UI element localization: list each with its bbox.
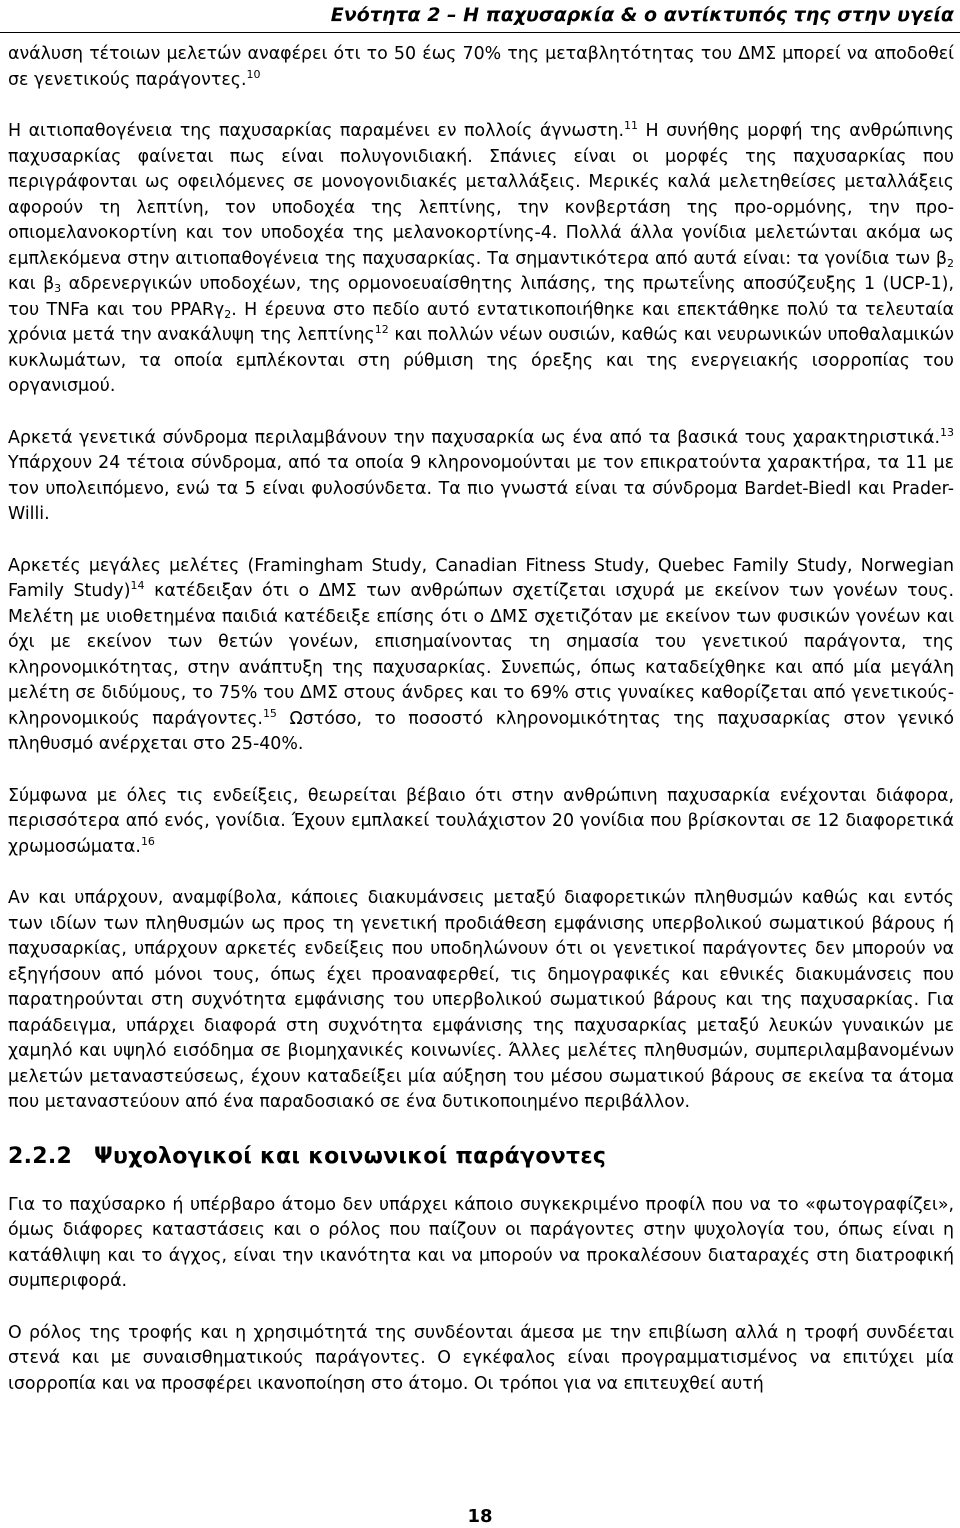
running-header: Ενότητα 2 – Η παχυσαρκία & ο αντίκτυπός της στην υγεία: [330, 4, 954, 26]
section-heading: [8, 1142, 954, 1172]
footnote-ref: 16: [140, 834, 155, 848]
footnote-ref: 15: [262, 706, 277, 720]
paragraph-polygenic: Σύμφωνα με όλες τις ενδείξεις, θεωρείται βέβαιο ότι στην ανθρώπινη παχυσαρκία ενέχονται διάφορα, περισσότερα από ενός, γονίδια. Έχουν εμπλακεί τουλάχιστον 20 γονίδια που βρίσκονται σε 12 διαφορετικά χρωμοσώματα.$^{16}$: [8, 785, 954, 857]
page-number: 18: [467, 1506, 493, 1527]
paragraph-genetic-syndromes: Αρκετά γενετικά σύνδρομα περιλαμβάνουν την παχυσαρκία ως ένα από τα βασικά τους χαρακτηριστικά.$^{13}$ Υπάρχουν 24 τέτοια σύνδρομα, από τα οποία 9 κληρονομούνται με τον επικρατούντα χαρακτήρα, τα 11 με τον υπολειπόμενο, ενώ τα 5 είναι φυλοσύνδετα. Τα πιο γνωστά είναι τα σύνδρομα Bardet-Biedl και Prader-Willi.: [8, 425, 954, 524]
header-divider: [0, 32, 960, 33]
footnote-ref: 13: [940, 425, 954, 439]
section-number: 2.2.2: [8, 1143, 73, 1169]
section-title: Ψυχολογικοί και κοινωνικοί παράγοντες: [94, 1143, 607, 1169]
paragraph-role-of-food: Ο ρόλος της τροφής και η χρησιμότητά της συνδέονται άμεσα με την επιβίωση αλλά η τροφή συνδέεται στενά και με συναισθηματικούς παράγοντες. Ο εγκέφαλος είναι προγραμματισμένος να επιτύχει μία ισορροπία και να προσφέρει ικανοποίηση στο άτομο. Οι τρόποι για να επιτευχθεί αυτή: [8, 1322, 954, 1394]
footnote-ref: 11: [623, 119, 638, 132]
paragraph-population-differences: Αν και υπάρχουν, αναμφίβολα, κάποιες διακυμάνσεις μεταξύ διαφορετικών πληθυσμών καθώς και εντός των ιδίων των πληθυσμών ως προς τη γενετική προδιάθεση εμφάνισης υπερβολικού σωματικού βάρους ή παχυσαρκίας, υπάρχουν αρκετές ενδείξεις που υποδηλώνουν ότι οι γενετικοί παράγοντες δεν μπορούν να εξηγήσουν από μόνοι τους, όπως έχει προαναφερθεί, τις δημογραφικές και εθνικές διακυμάνσεις που παρατηρούνται στη συχνότητα εμφάνισης του υπερβολικού σωματικού βάρους και της παχυσαρκίας. Για παράδειγμα, υπάρχει διαφορά στη συχνότητα εμφάνισης της παχυσαρκίας μεταξύ λευκών γυναικών με χαμηλό και υψηλό εισόδημα σε βιομηχανικές κοινωνίες. Άλλες μελέτες πληθυσμών, συμπεριλαμβανομένων μελετών μεταναστεύσεως, έχουν καταδείξει μία αύξηση του μέσου σωματικού βάρους σε εκείνα τα άτομα που μεταναστεύουν από ένα παραδοσιακό σε ένα δυτικοποιημένο περιβάλλον.: [8, 888, 954, 1112]
paragraph-etiopathogenesis: Η αιτιοπαθογένεια της παχυσαρκίας παραμένει εν πολλοίς άγνωστη.$^{11}$ Η συνήθης μορφή της ανθρώπινης παχυσαρκίας φαίνεται πως είναι πολυγονιδιακή. Σπάνιες είναι οι μορφές της παχυσαρκίας που περιγράφονται ως οφειλόμενες σε μονογονιδιακές μεταλλάξεις. Μερικές καλά μελετηθείσες μεταλλάξεις αφορούν τη λεπτίνη, τον υποδοχέα της λεπτίνης, την κονβερτάση της προ-ορμόνης, την προ-οπιομελανοκορτίνη και τον υποδοχέα της μελανοκορτίνης-4. Πολλά άλλα γονίδια μελετώνται ακόμα ως εμπλεκόμενα στην αιτιοπαθογένεια της παχυσαρκίας. Τα σημαντικότερα από αυτά είναι: τα γονίδια των $\beta_2$ και $\beta_3$ αδρενεργικών υποδοχέων, της ορμονοευαίσθητης λιπάσης, της πρωτεΐνης αποσύζευξης 1 (UCP-1), του TNFa και του PPARγ$_2$. Η έρευνα στο πεδίο αυτό εντατικοποιήθηκε και επεκτάθηκε πολύ τα τελευταία χρόνια μετά την ανακάλυψη της λεπτίνης$^{12}$ και πολλών νέων ουσιών, καθώς και νευρωνικών υποθαλαμικών κυκλωμάτων, τα οποία εμπλέκονται στη ρύθμιση της όρεξης και της ενεργειακής ισορροπίας του οργανισμού.: [8, 119, 954, 396]
body-text: [8, 42, 954, 1423]
footnote-ref: 10: [246, 67, 261, 81]
footnote-ref: 14: [130, 579, 145, 592]
paragraph-psychological-profile: Για το παχύσαρκο ή υπέρβαρο άτομο δεν υπάρχει κάποιο συγκεκριμένο προφίλ που να το «φωτογραφίζει», όμως διάφορες καταστάσεις και ο ρόλος που παίζουν οι παράγοντες στην ψυχολογία του, όπως είναι η κατάθλιψη και το άγχος, είναι την ικανότητα και να μπορούν να προκαλέσουν διαταραχές στη διατροφική συμπεριφορά.: [8, 1194, 954, 1291]
paragraph-genetic-variance: ανάλυση τέτοιων μελετών αναφέρει ότι το 50 έως 70% της μεταβλητότητας του ΔΜΣ μπορεί να αποδοθεί σε γενετικούς παράγοντες.$^{10}$: [8, 44, 954, 90]
paragraph-family-studies: Αρκετές μεγάλες μελέτες (Framingham Study, Canadian Fitness Study, Quebec Family Study, Norwegian Family Study)$^{14}$ κατέδειξαν ότι ο ΔΜΣ των ανθρώπων σχετίζεται ισχυρά με εκείνον των γονέων τους. Μελέτη με υιοθετημένα παιδιά κατέδειξε επίσης ότι ο ΔΜΣ σχετιζόταν με εκείνον των φυσικών γονέων και όχι με εκείνον των θετών γονέων, επισημαίνοντας τη σημασία του γενετικού παράγοντα, της κληρονομικότητας, στην ανάπτυξη της παχυσαρκίας. Συνεπώς, όπως καταδείχθηκε και από μία μεγάλη μελέτη σε διδύμους, το 75% του ΔΜΣ στους άνδρες και το 69% στις γυναίκες καθορίζεται από γενετικούς-κληρονομικούς παράγοντες.$^{15}$ Ωστόσο, το ποσοστό κληρονομικότητας της παχυσαρκίας στον γενικό πληθυσμό ανέρχεται στο 25-40%.: [8, 555, 955, 754]
footnote-ref: 12: [374, 323, 389, 336]
